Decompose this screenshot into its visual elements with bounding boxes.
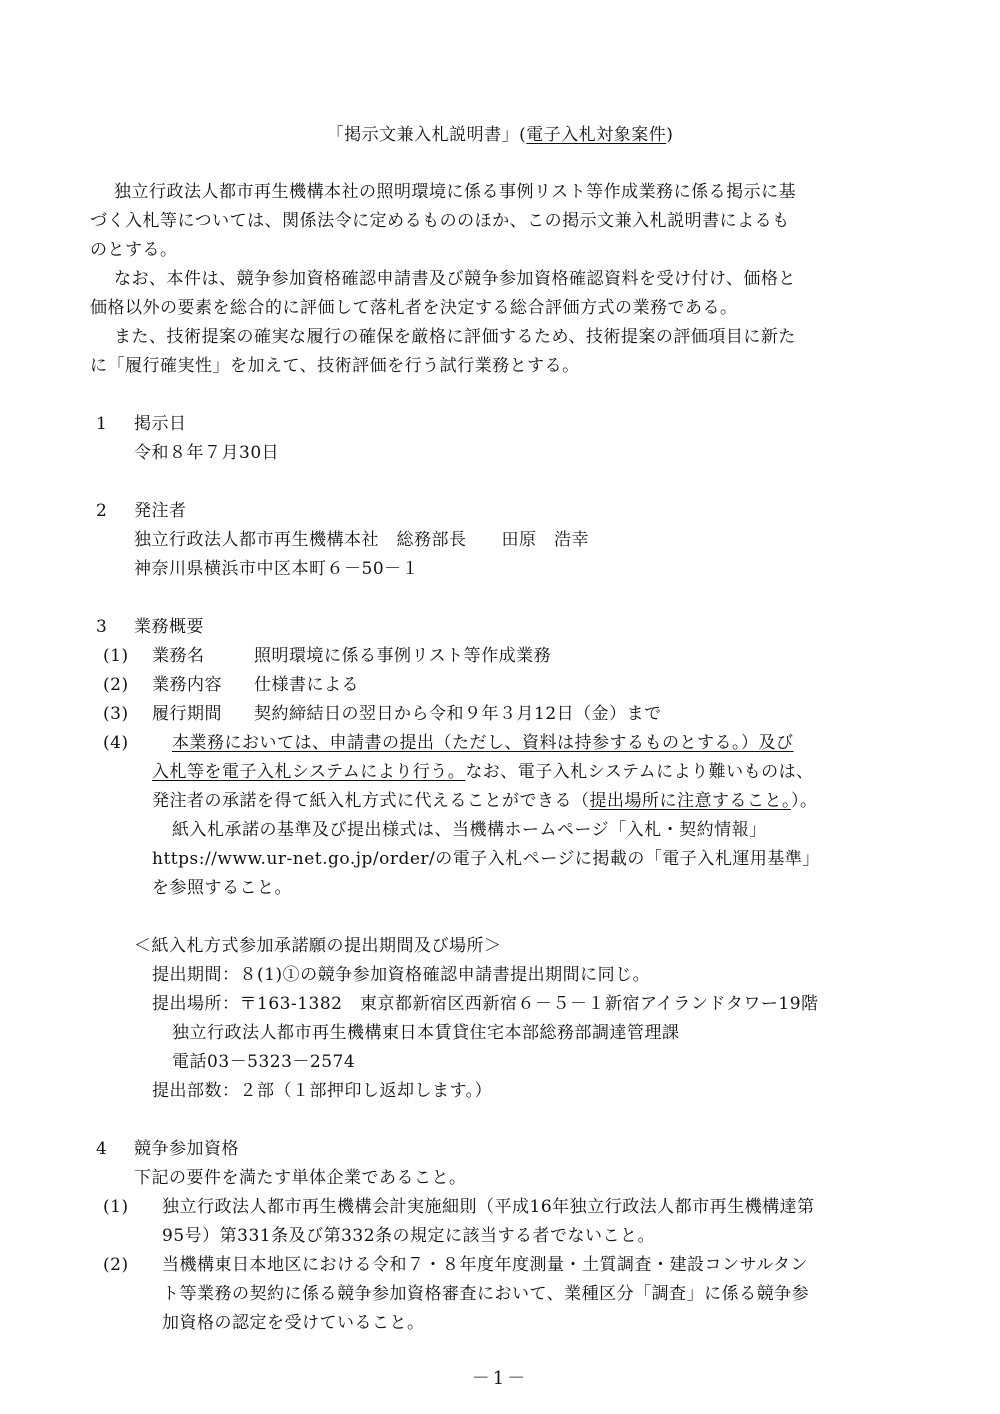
item-4-line: を参照すること。 — [152, 878, 292, 898]
electronic-bid-label: 電子入札対象案件 — [526, 125, 667, 145]
item-2-number: (2) — [103, 675, 129, 695]
section-1-heading: 掲示日 — [134, 414, 187, 434]
requirement-1-number: (1) — [103, 1197, 129, 1217]
item-4-line: 発注者の承諾を得て紙入札方式に代えることができる（提出場所に注意すること。）。 — [152, 791, 818, 811]
paper-bid-heading: ＜紙入札方式参加承諾願の提出期間及び場所＞ — [134, 936, 502, 956]
posting-date: 令和８年７月30日 — [134, 443, 280, 463]
item-1-value: 照明環境に係る事例リスト等作成業務 — [254, 646, 552, 666]
qualification-lead: 下記の要件を満たす単体企業であること。 — [134, 1168, 467, 1188]
section-2-number: 2 — [96, 501, 108, 521]
item-1-number: (1) — [103, 646, 129, 666]
requirement-2-line: ト等業務の契約に係る競争参加資格審査において、業種区分「調査」に係る競争参 — [162, 1284, 810, 1304]
item-4-line: 入札等を電子入札システムにより行う。なお、電子入札システムにより難いものは、 — [152, 762, 814, 782]
section-4-number: 4 — [96, 1139, 108, 1159]
item-2-label: 業務内容 — [152, 675, 222, 695]
item-3-label: 履行期間 — [152, 704, 222, 724]
paper-bid-place-office: 独立行政法人都市再生機構東日本賃貸住宅本部総務部調達管理課 — [172, 1023, 680, 1043]
orderer-address: 神奈川県横浜市中区本町６－50－１ — [134, 559, 420, 579]
item-4-number: (4) — [103, 733, 129, 753]
section-2-heading: 発注者 — [134, 501, 187, 521]
item-4-line: 紙入札承諾の基準及び提出様式は、当機構ホームページ「入札・契約情報」 — [172, 820, 767, 840]
page-number: －1－ — [471, 1368, 529, 1389]
document-title: 「掲示文兼入札説明書」(電子入札対象案件) — [326, 125, 674, 145]
requirement-1-line: 独立行政法人都市再生機構会計実施細則（平成16年独立行政法人都市再生機構達第 — [162, 1197, 815, 1217]
paper-bid-phone: 電話03－5323－2574 — [172, 1052, 356, 1072]
section-1-number: 1 — [96, 414, 108, 434]
paper-bid-place: 提出場所：〒163-1382 東京都新宿区西新宿６－５－１新宿アイランドタワー19階 — [152, 994, 819, 1014]
item-1-label: 業務名 — [152, 646, 205, 666]
intro-line: づく入札等については、関係法令に定めるもののほか、この掲示文兼入札説明書によるも — [90, 211, 790, 231]
intro-line: に「履行確実性」を加えて、技術評価を行う試行業務とする。 — [90, 356, 580, 376]
item-3-value: 契約締結日の翌日から令和９年３月12日（金）まで — [254, 704, 662, 724]
requirement-1-line: 95号）第331条及び第332条の規定に該当する者でないこと。 — [162, 1226, 656, 1246]
item-4-url-line: https://www.ur-net.go.jp/order/の電子入札ページに掲載の「電子入札運用基準」 — [152, 849, 820, 869]
item-2-value: 仕様書による — [254, 675, 359, 695]
intro-line: また、技術提案の確実な履行の確保を厳格に評価するため、技術提案の評価項目に新た — [114, 327, 796, 347]
orderer-name: 独立行政法人都市再生機構本社 総務部長 田原 浩幸 — [134, 530, 589, 550]
intro-line: のとする。 — [90, 240, 178, 260]
item-3-number: (3) — [103, 704, 129, 724]
section-3-number: 3 — [96, 617, 108, 637]
item-4-line: 本業務においては、申請書の提出（ただし、資料は持参するものとする。）及び — [172, 733, 794, 753]
section-4-heading: 競争参加資格 — [134, 1139, 239, 1159]
intro-line: 価格以外の要素を総合的に評価して落札者を決定する総合評価方式の業務である。 — [90, 298, 738, 318]
intro-line: なお、本件は、競争参加資格確認申請書及び競争参加資格確認資料を受け付け、価格と — [114, 269, 796, 289]
requirement-2-line: 当機構東日本地区における令和７・８年度年度測量・土質調査・建設コンサルタン — [162, 1255, 808, 1275]
intro-line: 独立行政法人都市再生機構本社の照明環境に係る事例リスト等作成業務に係る掲示に基 — [114, 182, 797, 202]
requirement-2-number: (2) — [103, 1255, 129, 1275]
requirement-2-line: 加資格の認定を受けていること。 — [162, 1313, 425, 1333]
paper-bid-period: 提出期間：８(1)①の競争参加資格確認申請書提出期間に同じ。 — [152, 965, 651, 985]
paper-bid-copies: 提出部数：２部（１部押印し返却します。） — [152, 1081, 493, 1101]
section-3-heading: 業務概要 — [134, 617, 204, 637]
